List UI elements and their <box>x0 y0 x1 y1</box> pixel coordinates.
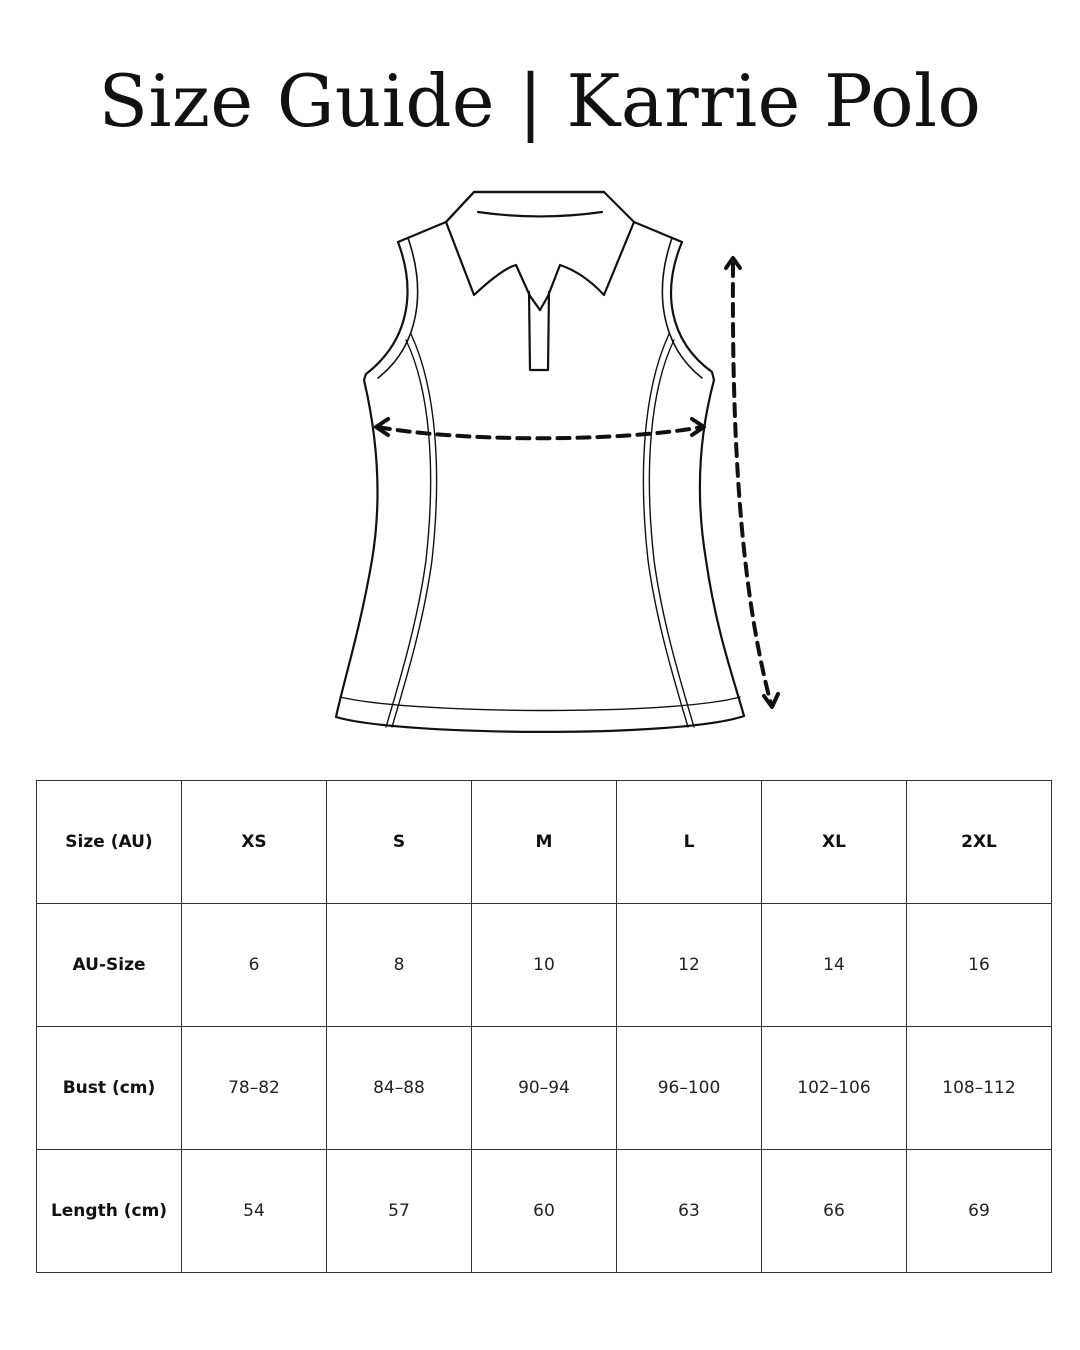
table-cell: 66 <box>762 1150 907 1273</box>
table-cell: 78–82 <box>182 1027 327 1150</box>
size-chart-table <box>36 780 1052 1273</box>
page-title: Size Guide | Karrie Polo <box>98 59 982 143</box>
row-label: Size (AU) <box>37 781 182 904</box>
row-label: Length (cm) <box>37 1150 182 1273</box>
table-header-row <box>37 781 1052 904</box>
table-row <box>37 1027 1052 1150</box>
table-row <box>37 904 1052 1027</box>
table-cell: 14 <box>762 904 907 1027</box>
table-cell: 90–94 <box>472 1027 617 1150</box>
size-label: S <box>327 781 472 904</box>
table-cell: 96–100 <box>617 1027 762 1150</box>
table-cell: 84–88 <box>327 1027 472 1150</box>
size-label: XS <box>182 781 327 904</box>
table-cell: 8 <box>327 904 472 1027</box>
table-cell: 57 <box>327 1150 472 1273</box>
table-row <box>37 1150 1052 1273</box>
table-cell: 54 <box>182 1150 327 1273</box>
row-label: AU-Size <box>37 904 182 1027</box>
table-cell: 102–106 <box>762 1027 907 1150</box>
bust-measurement-arrow-icon <box>376 419 704 438</box>
table-cell: 10 <box>472 904 617 1027</box>
placket <box>529 292 549 370</box>
table-cell: 69 <box>907 1150 1052 1273</box>
sleeveless-polo-icon <box>320 180 800 750</box>
size-label: XL <box>762 781 907 904</box>
collar-left <box>446 222 540 310</box>
collar-right <box>540 222 634 310</box>
size-label: L <box>617 781 762 904</box>
table-cell: 63 <box>617 1150 762 1273</box>
size-label: 2XL <box>907 781 1052 904</box>
table-cell: 108–112 <box>907 1027 1052 1150</box>
garment-outline <box>336 192 744 732</box>
table-cell: 12 <box>617 904 762 1027</box>
table-cell: 16 <box>907 904 1052 1027</box>
size-label: M <box>472 781 617 904</box>
length-measurement-arrow-icon <box>726 258 778 707</box>
row-label: Bust (cm) <box>37 1027 182 1150</box>
table-cell: 60 <box>472 1150 617 1273</box>
table-cell: 6 <box>182 904 327 1027</box>
